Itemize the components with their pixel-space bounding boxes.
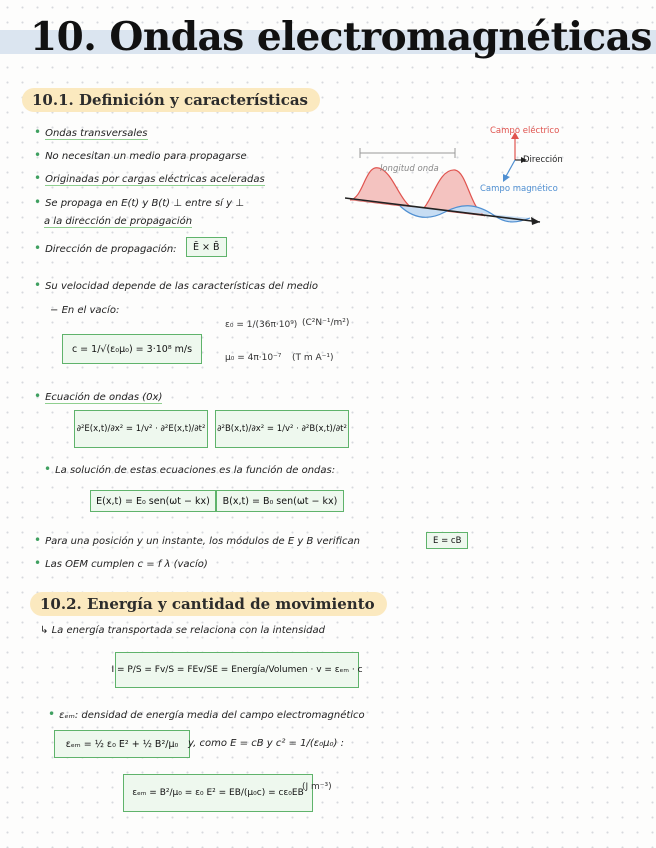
section-heading-2: 10.2. Energía y cantidad de movimiento <box>30 592 387 616</box>
bullet-wave-equation: • Ecuación de ondas (0x) <box>34 389 162 403</box>
mu0-units: (T m A⁻¹) <box>292 353 334 363</box>
page-title: 10. Ondas electromagnéticas <box>30 14 652 60</box>
energy-density-label: • εₑₘ: densidad de energía media del campo electromagnético <box>48 707 365 721</box>
result-units: (J m⁻³) <box>302 782 332 792</box>
wave-equation-E-box: ∂²E(x,t)/∂x² = 1/v² · ∂²E(x,t)/∂t² <box>74 410 208 448</box>
intensity-box: I = P/S = Fv/S = FEv/SE = Energía/Volumen · v = εₑₘ · c <box>115 652 359 688</box>
result-box: εₑₘ = B²/μ₀ = ε₀ E² = EB/(μ₀c) = cε₀EB <box>123 774 313 812</box>
mu0: μ₀ = 4π·10⁻⁷ <box>225 353 282 363</box>
magnetic-arrow <box>505 160 515 178</box>
solution-E-box: E(x,t) = E₀ sen(ωt − kx) <box>90 490 216 512</box>
energy-density-box: εₑₘ = ½ ε₀ E² + ½ B²/μ₀ <box>54 730 190 758</box>
bullet-propagation: • Se propaga en E(t) y B(t) ⊥ entre sí y ⊥ <box>34 195 244 209</box>
wave-equation-B-box: ∂²B(x,t)/∂x² = 1/v² · ∂²B(x,t)/∂t² <box>215 410 349 448</box>
epsilon0: ε₀ = 1/(36π·10⁹) <box>225 320 298 330</box>
section-heading-1: 10.1. Definición y características <box>22 88 320 112</box>
electric-field-label: Campo eléctrico <box>490 126 560 136</box>
direction-box: Ē × B̄ <box>186 237 227 257</box>
bullet-no-medium: • No necesitan un medio para propagarse <box>34 148 247 162</box>
solution-B-box: B(x,t) = B₀ sen(ωt − kx) <box>216 490 344 512</box>
bullet-propagation-cont: a la dirección de propagación <box>44 216 193 227</box>
epsilon0-units: (C²N⁻¹/m²) <box>302 318 350 328</box>
bullet-direction: • Dirección de propagación: <box>34 241 177 255</box>
bullet-origin: • Originadas por cargas eléctricas aceleradas <box>34 171 265 185</box>
bullet-oem: • Las OEM cumplen c = f λ (vacío) <box>34 556 208 570</box>
wavelength-label: longitud onda <box>380 164 439 174</box>
bullet-solution: • La solución de estas ecuaciones es la función de ondas: <box>44 462 335 476</box>
speed-box: c = 1/√(ε₀μ₀) = 3·10⁸ m/s <box>62 334 202 364</box>
em-wave-figure <box>345 120 585 240</box>
bullet-transversal: • Ondas transversales <box>34 125 148 139</box>
vacuum-label: − En el vacío: <box>50 305 120 316</box>
ratio-box: E = cB <box>426 532 468 549</box>
bullet-speed: • Su velocidad depende de las características del medio <box>34 278 318 292</box>
relation-text: y, como E = cB y c² = 1/(ε₀μ₀) : <box>188 738 344 749</box>
bullet-modules: • Para una posición y un instante, los módulos de E y B verifican <box>34 533 360 547</box>
energy-intro: ↳ La energía transportada se relaciona con la intensidad <box>40 625 325 636</box>
direction-label: Dirección <box>523 155 563 165</box>
magnetic-field-label: Campo magnético <box>480 184 558 194</box>
